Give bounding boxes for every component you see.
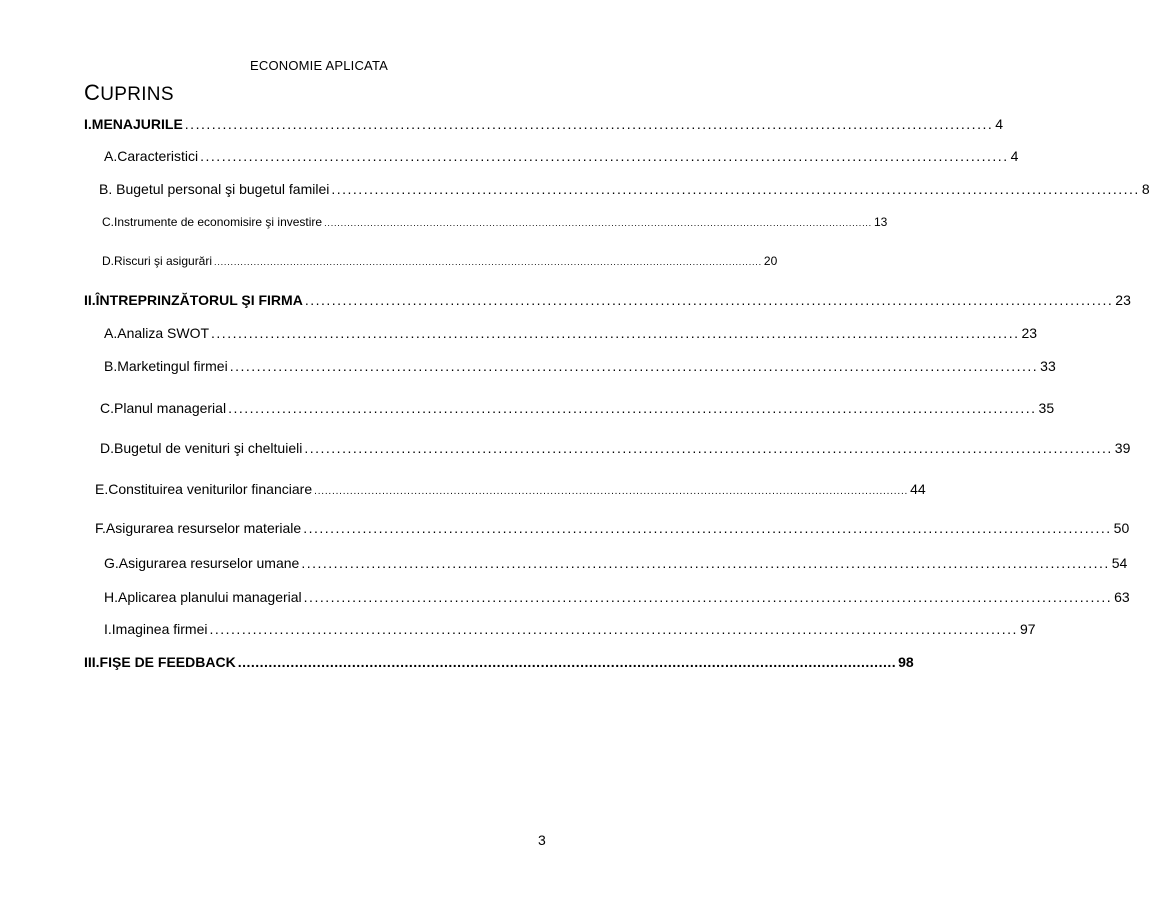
toc-entry-label: F.Asigurarea resurselor materiale	[95, 520, 302, 536]
toc-entry-label: H.Aplicarea planului managerial	[104, 589, 302, 605]
toc-leader-dots: ......................................................................................................................................................	[229, 358, 1039, 374]
toc-entry-label: C.Planul managerial	[100, 400, 227, 416]
toc-entry-page: 39	[1114, 440, 1131, 456]
toc-title-initial: C	[84, 80, 101, 105]
toc-leader-dots: ......................................................................................................................................................	[237, 654, 897, 670]
toc-leader-dots: ......................................................................................................................................................	[304, 440, 1113, 456]
toc-entry-label: III.FIŞE DE FEEDBACK	[84, 654, 236, 670]
toc-leader-dots: ......................................................................................................................................................	[200, 148, 1009, 164]
toc-entry-page: 98	[898, 654, 914, 670]
toc-title	[84, 80, 174, 106]
toc-entry-planul-managerial[interactable]	[100, 400, 1055, 416]
toc-entry-label: D.Riscuri şi asigurări	[102, 254, 213, 268]
toc-entry-riscuri[interactable]	[102, 254, 778, 268]
toc-leader-dots: ......................................................................................................................................................	[228, 400, 1037, 416]
toc-entry-analiza-swot[interactable]	[104, 325, 1038, 341]
toc-entry-resurse-umane[interactable]	[104, 555, 1128, 571]
toc-leader-dots: ......................................................................................................................................................	[301, 555, 1110, 571]
toc-entry-page: 54	[1111, 555, 1128, 571]
toc-entry-bugetul-personal[interactable]	[99, 181, 1150, 197]
toc-entry-page: 13	[873, 215, 888, 229]
toc-entry-label: II.ÎNTREPRINZĂTORUL ŞI FIRMA	[84, 292, 303, 308]
toc-entry-page: 44	[910, 481, 926, 497]
toc-leader-dots: ......................................................................................................................................................................	[314, 486, 909, 497]
toc-entry-label: B.Marketingul firmei	[104, 358, 228, 374]
toc-entry-page: 33	[1040, 358, 1056, 374]
toc-entry-aplicarea-planului[interactable]	[104, 589, 1130, 605]
toc-entry-page: 20	[763, 254, 778, 268]
toc-leader-dots: ......................................................................................................................................................................	[324, 218, 872, 228]
toc-title-rest: UPRINS	[100, 84, 174, 105]
toc-entry-label: E.Constituirea veniturilor financiare	[95, 481, 313, 497]
toc-entry-resurse-materiale[interactable]	[95, 520, 1130, 536]
toc-entry-bugetul-venituri[interactable]	[100, 440, 1131, 456]
toc-entry-menajurile[interactable]	[84, 116, 1004, 132]
toc-leader-dots: ......................................................................................................................................................	[303, 520, 1112, 536]
toc-leader-dots: ......................................................................................................................................................	[331, 181, 1140, 197]
toc-entry-constituirea[interactable]	[95, 481, 926, 497]
toc-entry-intreprinzatorul[interactable]	[84, 292, 1131, 308]
toc-entry-label: B. Bugetul personal şi bugetul familei	[99, 181, 330, 197]
toc-entry-label: A.Analiza SWOT	[104, 325, 210, 341]
toc-entry-page: 23	[1021, 325, 1038, 341]
toc-leader-dots: ......................................................................................................................................................	[304, 292, 1114, 308]
toc-entry-fise-feedback[interactable]	[84, 654, 914, 670]
toc-entry-label: I.Imaginea firmei	[104, 621, 208, 637]
running-header: ECONOMIE APLICATA	[249, 58, 388, 73]
toc-entry-label: G.Asigurarea resurselor umane	[104, 555, 300, 571]
toc-entry-page: 97	[1019, 621, 1036, 637]
toc-entry-caracteristici[interactable]	[104, 148, 1019, 164]
toc-entry-label: I.MENAJURILE	[84, 116, 183, 132]
toc-leader-dots: ......................................................................................................................................................................	[214, 257, 762, 267]
toc-entry-label: C.Instrumente de economisire şi investire	[102, 215, 323, 229]
toc-entry-page: 23	[1115, 292, 1131, 308]
toc-entry-marketingul[interactable]	[104, 358, 1056, 374]
toc-leader-dots: ......................................................................................................................................................	[303, 589, 1113, 605]
toc-entry-page: 4	[995, 116, 1004, 132]
toc-leader-dots: ......................................................................................................................................................	[184, 116, 994, 132]
toc-entry-page: 63	[1114, 589, 1130, 605]
toc-entry-page: 35	[1038, 400, 1055, 416]
toc-entry-instrumente[interactable]	[102, 215, 888, 229]
toc-entry-imaginea-firmei[interactable]	[104, 621, 1036, 637]
toc-entry-page: 50	[1113, 520, 1130, 536]
toc-entry-label: D.Bugetul de venituri şi cheltuieli	[100, 440, 303, 456]
toc-leader-dots: ......................................................................................................................................................	[209, 621, 1018, 637]
toc-entry-page: 8	[1141, 181, 1150, 197]
toc-entry-label: A.Caracteristici	[104, 148, 199, 164]
toc-entry-page: 4	[1010, 148, 1019, 164]
page-number: 3	[538, 832, 546, 848]
toc-leader-dots: ......................................................................................................................................................	[211, 325, 1020, 341]
